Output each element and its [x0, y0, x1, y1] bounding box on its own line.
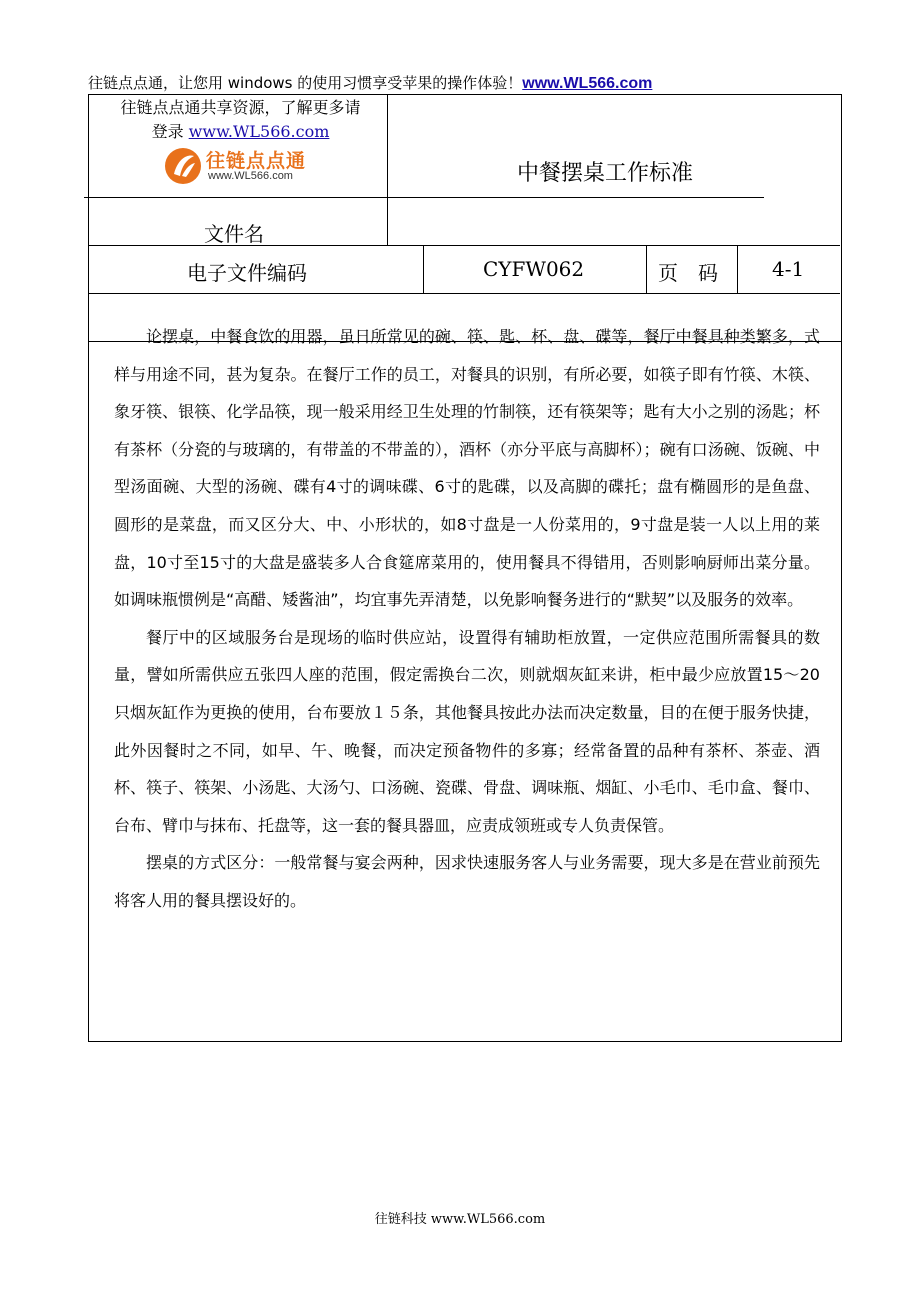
- top-banner: [88, 72, 652, 93]
- share-login-label: 登录: [151, 122, 189, 141]
- logo-name: 往链点点通: [206, 150, 307, 172]
- page-label: 页 码: [658, 261, 718, 285]
- divider-h-filename: [88, 245, 840, 246]
- paragraph-2: 餐厅中的区域服务台是现场的临时供应站，设置得有辅助柜放置，一定供应范围所需餐具的数量，譬如所需供应五张四人座的范围，假定需换台二次，则就烟灰缸来讲，柜中最少应放置15～20只烟灰缸作为更换的使用，台布要放１５条，其他餐具按此办法而决定数量，目的在便于服务快捷，此外因餐时之不同，如早、午、晚餐，而决定预备物件的多寡；经常备置的品种有茶杯、茶壶、酒杯、筷子、筷架、小汤匙、大汤勺、口汤碗、瓷碟、骨盘、调味瓶、烟缸、小毛巾、毛巾盒、餐巾、台布、臂巾与抹布、托盘等，这一套的餐具器皿，应责成领班或专人负责保管。: [114, 627, 820, 835]
- divider-v-page: [646, 245, 647, 293]
- share-line-1: 往链点点通共享资源，了解更多请: [120, 98, 361, 117]
- e-file-code-value: CYFW062: [483, 257, 585, 281]
- page-value: 4-1: [772, 257, 805, 281]
- divider-h-title: [84, 197, 764, 198]
- divider-v-pagevalue: [737, 245, 738, 293]
- paragraph-1: 论摆桌，中餐食饮的用器，虽日所常见的碗、筷、匙、杯、盘、碟等，餐厅中餐具种类繁多，式样与用途不同，甚为复杂。在餐厅工作的员工，对餐具的识别，有所必要，如筷子即有竹筷、木筷、象牙筷、银筷、化学品筷，现一般采用经卫生处理的竹制筷，还有筷架等；匙有大小之别的汤匙；杯有茶杯（分瓷的与玻璃的，有带盖的不带盖的），酒杯（亦分平底与高脚杯）；碗有口汤碗、饭碗、中型汤面碗、大型的汤碗、碟有4寸的调味碟、6寸的匙碟，以及高脚的碟托；盘有椭圆形的是鱼盘、圆形的是菜盘，而又区分大、中、小形状的，如8寸盘是一人份菜用的，9寸盘是装一人以上用的莱盘，10寸至15寸的大盘是盛装多人合食筵席菜用的，使用餐具不得错用，否则影响厨师出菜分量。如调味瓶惯例是“高醋、矮酱油”，均宜事先弄清楚，以免影响餐务进行的“默契”以及服务的效率。: [114, 327, 820, 610]
- divider-v-code: [423, 245, 424, 293]
- logo-icon: [164, 146, 202, 186]
- file-name-label: 文件名: [204, 222, 264, 246]
- top-banner-text: 往链点点通，让您用 windows 的使用习惯享受苹果的操作体验！: [88, 74, 523, 92]
- paragraph-3: 摆桌的方式区分：一般常餐与宴会两种，因求快速服务客人与业务需要，现大多是在营业前预先将客人用的餐具摆设好的。: [114, 853, 820, 910]
- logo: [164, 146, 314, 186]
- divider-v-filename: [387, 198, 388, 245]
- e-file-code-label: 电子文件编码: [187, 261, 307, 285]
- page-footer: 往链科技 www.WL566.com: [374, 1212, 546, 1227]
- share-line-2: [98, 120, 383, 144]
- share-cell: [98, 96, 383, 144]
- divider-v-share: [387, 94, 388, 198]
- share-link[interactable]: www.WL566.com: [188, 122, 330, 141]
- document-body: [114, 318, 820, 920]
- document-title: 中餐摆桌工作标准: [517, 161, 694, 186]
- top-banner-link[interactable]: www.WL566.com: [522, 75, 653, 92]
- logo-url: www.WL566.com: [208, 170, 293, 182]
